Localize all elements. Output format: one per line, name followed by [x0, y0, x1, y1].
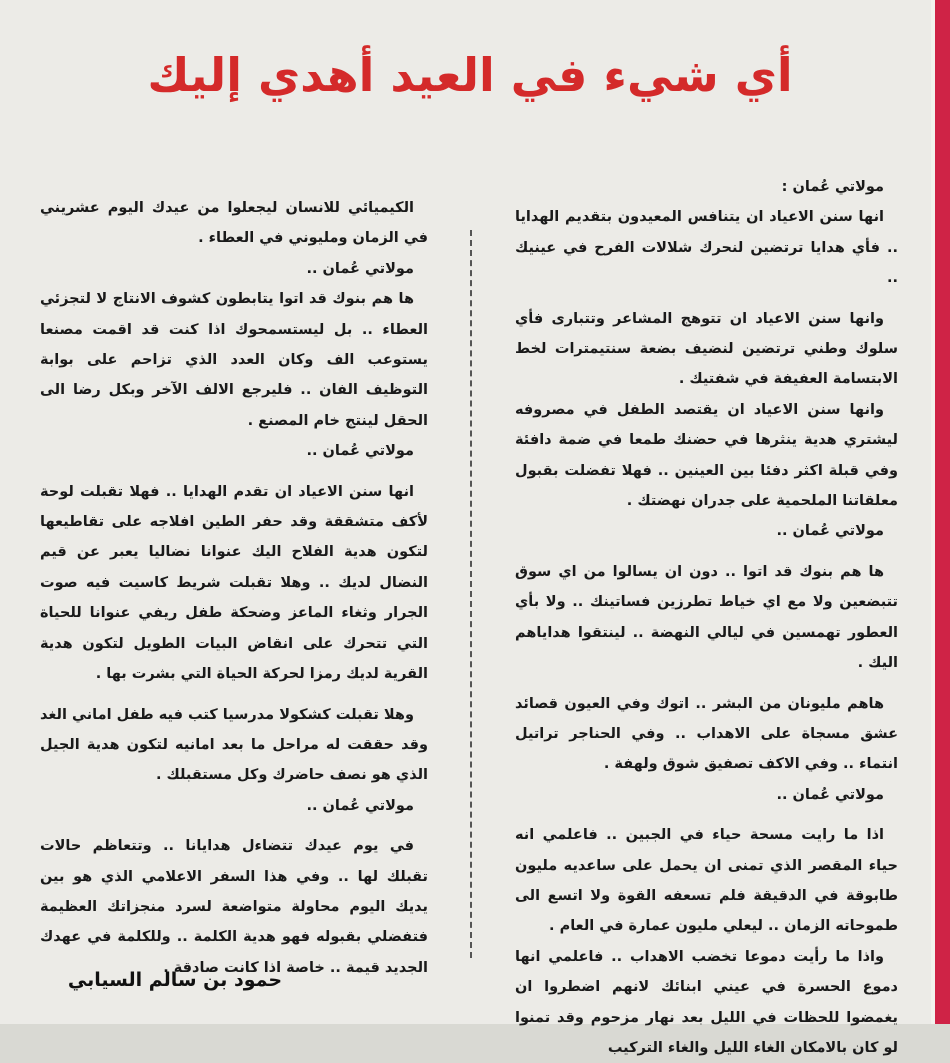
right-paragraph: اذا ما رايت مسحة حياء في الجبين .. فاعلمي انه حياء المقصر الذي تمنى ان يحمل على ساعديه مليون طابوقة في الدقيقة فلم تسعفه القوة ولا اتسع الى طموحاته الزمان .. ليعلي مليون عمارة في العام . [515, 827, 898, 935]
left-paragraph: مولاتي عُمان .. [306, 797, 414, 814]
right-paragraph: مولاتي عُمان .. [776, 523, 884, 540]
author-byline: حمود بن سالم السيابي [67, 969, 283, 991]
left-paragraph: في يوم عيدك تتضاءل هدايانا .. وتتعاظم حالات تقبلك لها .. وفي هذا السفر الاعلامي الذي هو بين يديك اليوم محاولة متواضعة لسرد منجزاتك العظيمة فتفضلي بقبوله فهو هدية الكلمة .. وللكلمة في عهدك الجديد قيمة .. خاصة اذا كانت صادقة . [40, 838, 428, 976]
right-column [515, 172, 898, 1063]
right-paragraph: ها هم بنوك قد اتوا .. دون ان يسالوا من اي سوق تتبضعين ولا مع اي خياط تطرزين فساتينك .. ولا بأي العطور تهمسين في ليالي النهضة .. لينتقوا هداياهم اليك . [515, 563, 898, 672]
right-paragraph: مولاتي عُمان : [781, 179, 884, 195]
page-edge-stripe [935, 0, 950, 1024]
left-column [40, 193, 428, 983]
right-paragraph: واذا ما رأيت دموعا تخضب الاهداب .. فاعلمي انها دموع الحسرة في عيني ابنائك لانهم اضطروا ان يغمضوا للحظات في الليل بعد نهار مزحوم وقد تمنوا لو كان بالامكان الغاء الليل والغاء التركيب [515, 948, 898, 1056]
left-paragraph: الكيميائي للانسان ليجعلوا من عيدك اليوم عشريني في الزمان ومليوني في العطاء . [40, 200, 428, 247]
left-paragraph: انها سنن الاعياد ان تقدم الهدايا .. فهلا تقبلت لوحة لأكف متشققة وقد حفر الطين افلاجه على تقاطيعها لتكون هدية الفلاح اليك عنوانا نضاليا يعبر عن قيم النضال لديك .. وهلا تقبلت شريط كاسيت فيه صوت الجرار وثغاء الماعز وضحكة طفل ريفي عنوانا للحياة التي تتحرك على انقاض البيات الطويل لتكون هدية القرية لديك رمزا لحركة الحياة التي بشرت بها . [40, 483, 428, 683]
left-paragraph: مولاتي عُمان .. [306, 260, 414, 277]
left-paragraph: مولاتي عُمان .. [306, 443, 414, 460]
left-paragraph: وهلا تقبلت كشكولا مدرسيا كتب فيه طفل اماني الغد وقد حققت له مراحل ما بعد امانيه لتكون هدية الجيل الذي هو نصف حاضرك وكل مستقبلك . [40, 706, 428, 784]
left-paragraph: ها هم بنوك قد اتوا يتابطون كشوف الانتاج لا لتجزئي العطاء .. بل ليستسمحوك اذا كنت قد اقمت مصنعا يستوعب الف وكان العدد الذي تزاحم على بوابة التوظيف الفان .. فليرجع الالف الآخر وبكل رضا الى الحقل لينتج خام المصنع . [40, 291, 428, 429]
article-title: أي شيء في العيد أهدي إليك [147, 48, 793, 102]
right-paragraph: هاهم مليونان من البشر .. اتوك وفي العيون قصائد عشق مسجاة على الاهداب .. وفي الحناجر تراتيل انتماء .. وفي الاكف تصفيق شوق ولهفة . [515, 695, 898, 773]
right-paragraph: وانها سنن الاعياد ان تتوهج المشاعر وتتبارى فأي سلوك وطني ترتضين لنضيف بضعة سنتيمترات لخط الابتسامة العفيفة في شفتيك . [515, 310, 898, 388]
right-paragraph: وانها سنن الاعياد ان يقتصد الطفل في مصروفه ليشتري هدية ينثرها في حضنك طمعا في ضمة دافئة وفي قبلة اكثر دفئا بين العينين .. فهلا تفضلت بقبول معلقاتنا الملحمية على جدران نهضتك . [515, 401, 898, 510]
right-paragraph: انها سنن الاعياد ان يتنافس المعيدون بتقديم الهدايا .. فأي هدايا ترتضين لنحرك شلالات الفرح في عينيك .. [515, 209, 898, 287]
right-paragraph: مولاتي عُمان .. [776, 786, 884, 803]
column-divider [470, 230, 472, 958]
